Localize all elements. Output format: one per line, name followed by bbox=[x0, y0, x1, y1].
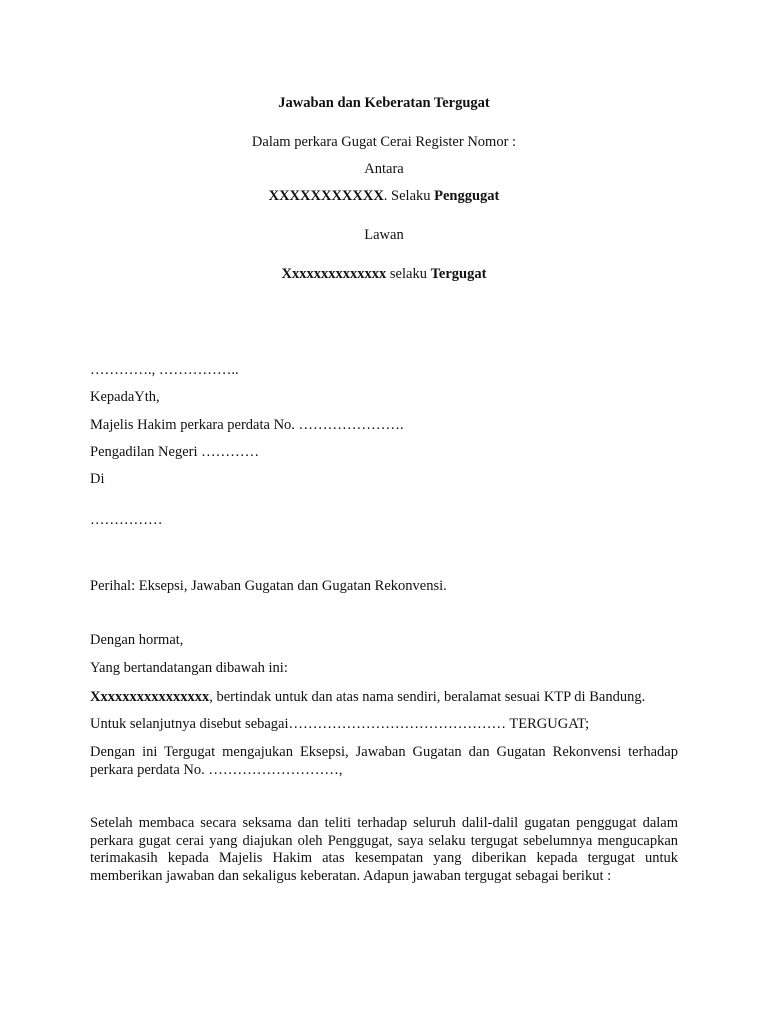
between-label: Antara bbox=[364, 161, 404, 177]
addressee-at: Di bbox=[90, 471, 105, 487]
plaintiff-name: XXXXXXXXXXX bbox=[268, 188, 384, 204]
addressee-greeting: KepadaYth, bbox=[90, 389, 160, 405]
case-register-line: Dalam perkara Gugat Cerai Register Nomor : bbox=[251, 134, 517, 150]
addressee-location: …………… bbox=[90, 512, 163, 528]
plaintiff-separator: . Selaku bbox=[383, 188, 435, 204]
defendant-identity-name: Xxxxxxxxxxxxxxxx bbox=[90, 689, 210, 705]
intro-line-2: perkara perdata No. ………………………, bbox=[90, 762, 343, 778]
referred-as-line: Untuk selanjutnya disebut sebagai……………………………………… TERGUGAT; bbox=[90, 716, 590, 732]
defendant-role: Tergugat bbox=[430, 266, 487, 282]
plaintiff-line bbox=[0, 187, 768, 205]
defendant-separator: selaku bbox=[386, 266, 431, 282]
intro-line-1: Dengan ini Tergugat mengajukan Eksepsi, Jawaban Gugatan dan Gugatan Rekonvensi terhadap bbox=[90, 744, 678, 760]
defendant-line bbox=[0, 265, 768, 283]
opening-paragraph: Setelah membaca secara seksama dan teliti terhadap seluruh dalil-dalil gugatan penggugat dalam perkara gugat cerai yang diajukan oleh Penggugat, saya selaku tergugat sebelumnya mengucapkan terimakasih kepada Majelis Hakim atas kesempatan yang diberikan kepada tergugat untuk memberikan jawaban dan sekaligus keberatan. Adapun jawaban tergugat sebagai berikut : bbox=[90, 815, 678, 884]
document-title: Jawaban dan Keberatan Tergugat bbox=[278, 95, 490, 111]
salutation: Dengan hormat, bbox=[90, 632, 184, 648]
plaintiff-role: Penggugat bbox=[434, 188, 500, 204]
undersigned-line: Yang bertandatangan dibawah ini: bbox=[90, 660, 288, 676]
identity-line bbox=[90, 688, 645, 706]
defendant-name: Xxxxxxxxxxxxxx bbox=[281, 266, 387, 282]
identity-details: , bertindak untuk dan atas nama sendiri, beralamat sesuai KTP di Bandung. bbox=[209, 689, 646, 705]
addressee-judges: Majelis Hakim perkara perdata No. …………………. bbox=[90, 417, 404, 433]
versus-label: Lawan bbox=[364, 227, 404, 243]
addressee-court: Pengadilan Negeri ………… bbox=[90, 444, 260, 460]
place-date-line: …………., …………….. bbox=[90, 362, 239, 378]
subject-line: Perihal: Eksepsi, Jawaban Gugatan dan Gugatan Rekonvensi. bbox=[90, 578, 447, 594]
